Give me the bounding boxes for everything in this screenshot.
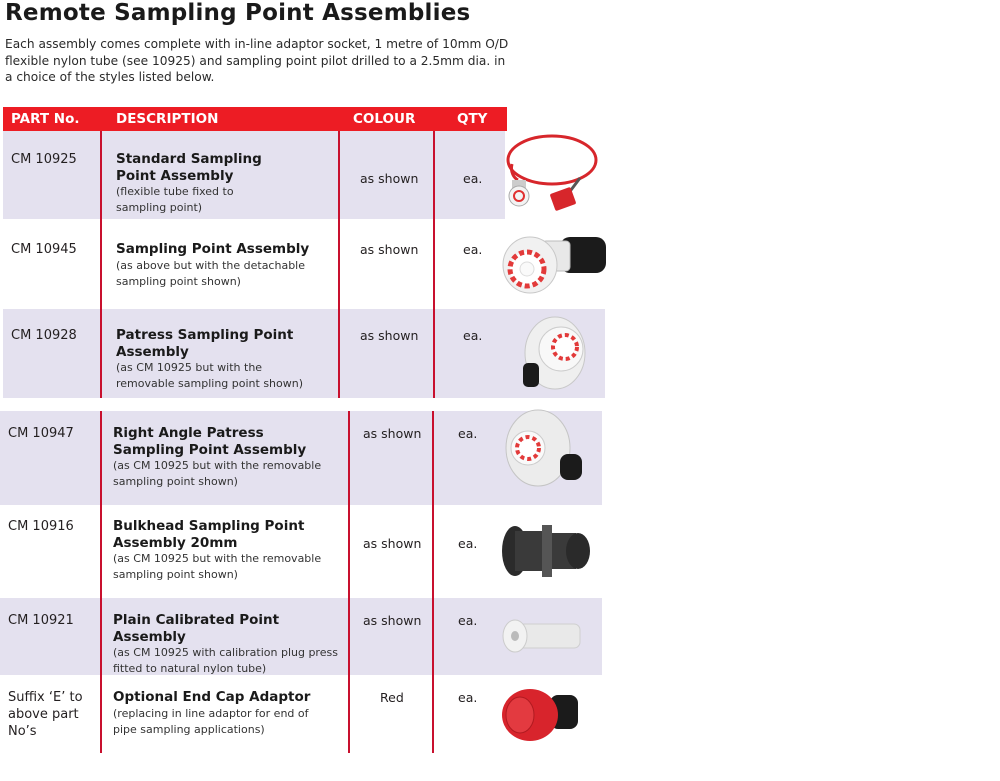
column-divider	[432, 411, 434, 753]
description-title: Bulkhead Sampling Point Assembly 20mm	[113, 518, 305, 551]
calibration-plug-image	[500, 612, 585, 657]
description-note: (replacing in line adaptor for end of pipe sampling applications)	[113, 706, 309, 736]
colour-value: as shown	[363, 426, 422, 441]
column-divider	[348, 411, 350, 753]
page-title: Remote Sampling Point Assemblies	[5, 0, 471, 26]
table-header	[3, 107, 507, 131]
colour-value: Red	[380, 690, 404, 705]
right-angle-patress-image	[500, 408, 590, 493]
column-divider	[100, 411, 102, 753]
qty-value: ea.	[458, 690, 478, 705]
qty-value: ea.	[458, 426, 478, 441]
description-title: Right Angle Patress Sampling Point Assembly	[113, 425, 307, 458]
part-number: CM 10947	[8, 426, 74, 441]
part-number: CM 10928	[11, 328, 77, 343]
qty-value: ea.	[463, 242, 483, 257]
col-part-no: PART No.	[11, 111, 80, 127]
part-number: CM 10921	[8, 613, 74, 628]
qty-value: ea.	[463, 171, 483, 186]
description-title: Optional End Cap Adaptor	[113, 689, 311, 705]
part-number: CM 10925	[11, 152, 77, 167]
part-number: CM 10916	[8, 519, 74, 534]
column-divider	[338, 131, 340, 398]
description-title: Sampling Point Assembly	[116, 241, 310, 257]
description-note: (flexible tube fixed to sampling point)	[116, 185, 234, 214]
colour-value: as shown	[360, 328, 419, 343]
column-divider	[433, 131, 435, 398]
description-title: Plain Calibrated Point Assembly	[113, 612, 280, 645]
description-title: Standard Sampling Point Assembly	[116, 151, 262, 184]
colour-value: as shown	[363, 613, 422, 628]
red-end-cap-image	[500, 683, 585, 748]
description-title: Patress Sampling Point Assembly	[116, 327, 294, 360]
colour-value: as shown	[360, 242, 419, 257]
part-number: CM 10945	[11, 242, 77, 257]
description-note: (as CM 10925 but with the removable sampling point shown)	[116, 361, 304, 390]
colour-value: as shown	[360, 171, 419, 186]
description-note: (as CM 10925 with calibration plug press fitted to natural nylon tube)	[113, 646, 338, 675]
col-colour: COLOUR	[353, 111, 416, 127]
column-divider	[100, 131, 102, 398]
patress-sampling-point-image	[515, 315, 600, 395]
qty-value: ea.	[458, 613, 478, 628]
col-qty: QTY	[457, 111, 488, 127]
colour-value: as shown	[363, 536, 422, 551]
qty-value: ea.	[458, 536, 478, 551]
coiled-red-tube-assembly-image	[500, 130, 605, 218]
detachable-sampling-point-image	[500, 225, 620, 305]
intro-text: Each assembly comes complete with in-line adaptor socket, 1 metre of 10mm O/D flexible nylon tube (see 10925) and sampling point pilot drilled to a 2.5mm dia. in a choice of the styles listed below.	[5, 37, 509, 84]
description-note: (as above but with the detachable sampling point shown)	[116, 258, 306, 288]
qty-value: ea.	[463, 328, 483, 343]
bulkhead-fitting-image	[500, 515, 600, 585]
table-row	[3, 131, 505, 219]
part-number: Suffix ‘E’ to above part No’s	[8, 690, 83, 739]
col-description: DESCRIPTION	[116, 111, 219, 127]
description-note: (as CM 10925 but with the removable sampling point shown)	[113, 459, 322, 488]
description-note: (as CM 10925 but with the removable sampling point shown)	[113, 552, 322, 581]
